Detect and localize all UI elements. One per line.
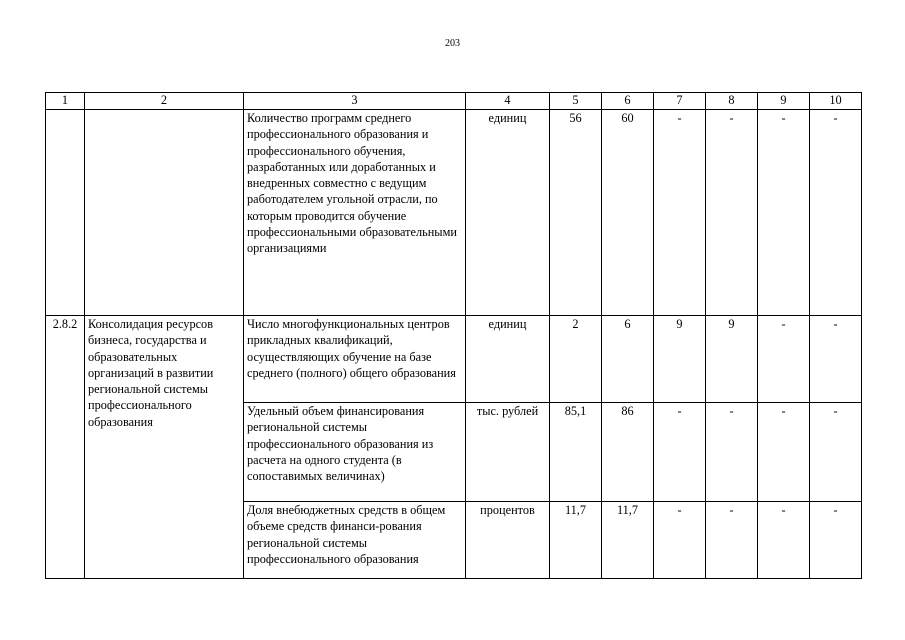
indicator-cell: Количество программ среднего профессионального образования и профессионального обучения, разработанных или доработанных и внедренных совместно с ведущим работодателем угольной отрасли, по которым проводится обучение профессиональными образовательными организациями: [244, 110, 466, 316]
value-cell: 85,1: [550, 403, 602, 502]
value-cell: 11,7: [602, 502, 654, 579]
header-cell-4: 4: [466, 93, 550, 110]
header-cell-8: 8: [706, 93, 758, 110]
header-cell-10: 10: [810, 93, 862, 110]
activity-cell: [85, 110, 244, 316]
value-cell: 60: [602, 110, 654, 316]
header-cell-6: 6: [602, 93, 654, 110]
unit-cell: единиц: [466, 316, 550, 403]
indicators-table: [45, 92, 862, 579]
value-cell: -: [654, 403, 706, 502]
value-cell: 86: [602, 403, 654, 502]
indicator-cell: Число многофункциональных центров прикладных квалификаций, осуществляющих обучение на базе среднего (полного) общего образования: [244, 316, 466, 403]
value-cell: 2: [550, 316, 602, 403]
value-cell: -: [706, 403, 758, 502]
unit-cell: тыс. рублей: [466, 403, 550, 502]
value-cell: -: [654, 110, 706, 316]
value-cell: -: [706, 110, 758, 316]
header-cell-5: 5: [550, 93, 602, 110]
value-cell: 56: [550, 110, 602, 316]
value-cell: 9: [654, 316, 706, 403]
value-cell: -: [758, 502, 810, 579]
unit-cell: единиц: [466, 110, 550, 316]
value-cell: 11,7: [550, 502, 602, 579]
table-row: [46, 316, 862, 403]
header-cell-2: 2: [85, 93, 244, 110]
value-cell: -: [758, 110, 810, 316]
header-cell-3: 3: [244, 93, 466, 110]
value-cell: -: [758, 403, 810, 502]
value-cell: -: [810, 403, 862, 502]
activity-cell: Консолидация ресурсов бизнеса, государства и образовательных организаций в развитии региональной системы профессионального образования: [85, 316, 244, 579]
value-cell: 6: [602, 316, 654, 403]
indicator-cell: Удельный объем финансирования региональной системы профессионального образования из расчета на одного студента (в сопоставимых величинах): [244, 403, 466, 502]
value-cell: -: [758, 316, 810, 403]
indicator-cell: Доля внебюджетных средств в общем объеме средств финанси-рования региональной системы профессионального образования: [244, 502, 466, 579]
code-cell: [46, 110, 85, 316]
header-cell-1: 1: [46, 93, 85, 110]
value-cell: -: [654, 502, 706, 579]
value-cell: -: [706, 502, 758, 579]
table-row: [46, 110, 862, 316]
header-cell-9: 9: [758, 93, 810, 110]
value-cell: 9: [706, 316, 758, 403]
code-cell: 2.8.2: [46, 316, 85, 579]
header-row: [46, 93, 862, 110]
header-cell-7: 7: [654, 93, 706, 110]
value-cell: -: [810, 110, 862, 316]
value-cell: -: [810, 502, 862, 579]
page-number: 203: [445, 38, 460, 49]
value-cell: -: [810, 316, 862, 403]
unit-cell: процентов: [466, 502, 550, 579]
